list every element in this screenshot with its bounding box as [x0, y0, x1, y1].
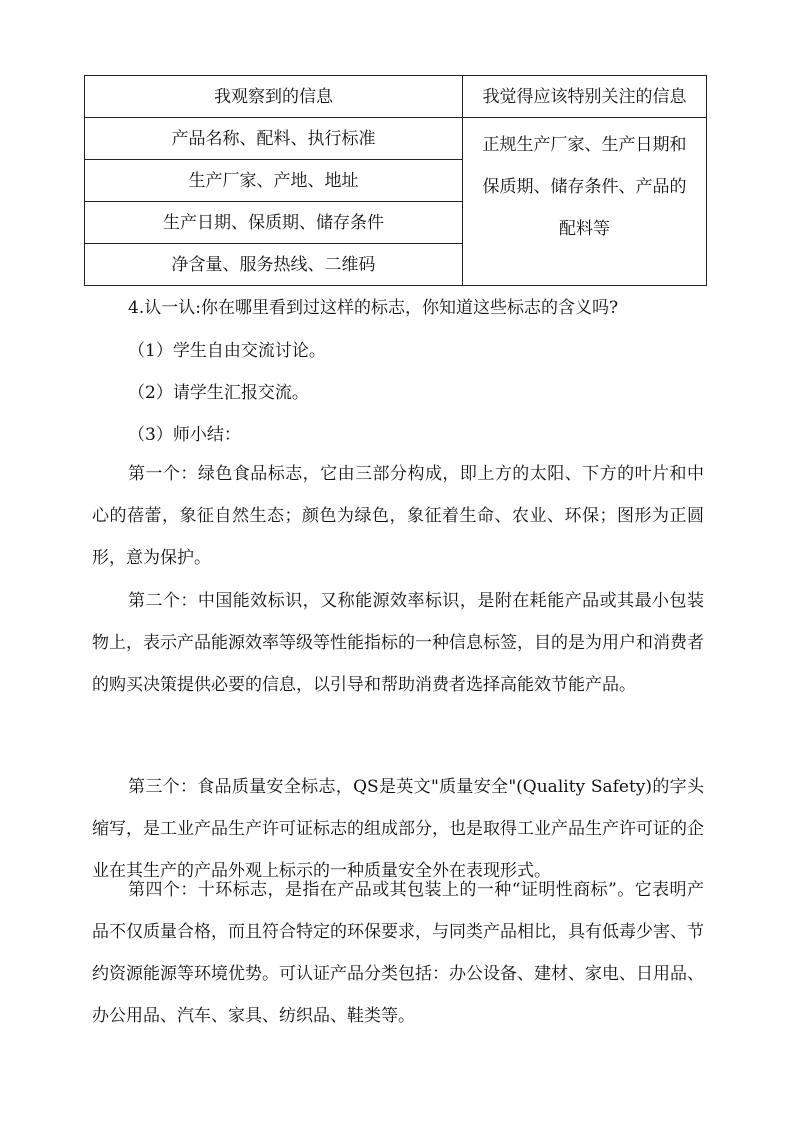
step-item: （3）师小结： — [128, 425, 241, 445]
table-row — [85, 118, 707, 160]
table-cell: 生产日期、保质期、储存条件 — [85, 202, 463, 244]
table-header-row — [85, 76, 707, 118]
paragraph-green-food: 第一个：绿色食品标志，它由三部分构成，即上方的太阳、下方的叶片和中心的蓓蕾，象征自然生态；颜色为绿色，象征着生命、农业、环保；图形为正圆形，意为保护。 — [92, 464, 704, 568]
info-table — [84, 75, 707, 286]
table-cell: 产品名称、配料、执行标准 — [85, 118, 463, 160]
paragraph-block — [92, 869, 704, 1037]
header-key-info: 我觉得应该特别关注的信息 — [463, 76, 707, 118]
section-heading: 4.认一认:你在哪里看到过这样的标志，你知道这些标志的含义吗? — [128, 298, 619, 318]
step-item: （2）请学生汇报交流。 — [128, 383, 309, 403]
table-cell: 净含量、服务热线、二维码 — [85, 244, 463, 286]
key-info-line: 正规生产厂家、生产日期和 — [482, 135, 687, 155]
paragraph-ten-ring: 第四个：十环标志，是指在产品或其包装上的一种“证明性商标”。它表明产品不仅质量合格，而且符合特定的环保要求，与同类产品相比，具有低毒少害、节约资源能源等环境优势。可认证产品分类包括：办公设备、建材、家电、日用品、办公用品、汽车、家具、纺织品、鞋类等。 — [92, 880, 704, 1026]
paragraph-block — [92, 453, 704, 579]
key-info-line: 保质期、储存条件、产品的 — [482, 177, 687, 197]
paragraph-energy-label: 第二个：中国能效标识，又称能源效率标识，是附在耗能产品或其最小包装物上，表示产品能源效率等级等性能指标的一种信息标签，目的是为用户和消费者的购买决策提供必要的信息，以引导和帮助消费者选择高能效节能产品。 — [92, 591, 704, 695]
key-info-line: 配料等 — [559, 219, 610, 239]
paragraph-qs-mark: 第三个：食品质量安全标志，QS是英文"质量安全"(Quality Safety)的字头缩写，是工业产品生产许可证标志的组成部分，也是取得工业产品生产许可证的企业在其生产的产品外观上标示的一种质量安全外在表现形式。 — [92, 777, 704, 881]
header-observed-info: 我观察到的信息 — [85, 76, 463, 118]
paragraph-block — [92, 580, 704, 706]
table-cell: 生产厂家、产地、地址 — [85, 160, 463, 202]
step-item: （1）学生自由交流讨论。 — [128, 341, 326, 361]
key-info-cell — [463, 118, 707, 286]
